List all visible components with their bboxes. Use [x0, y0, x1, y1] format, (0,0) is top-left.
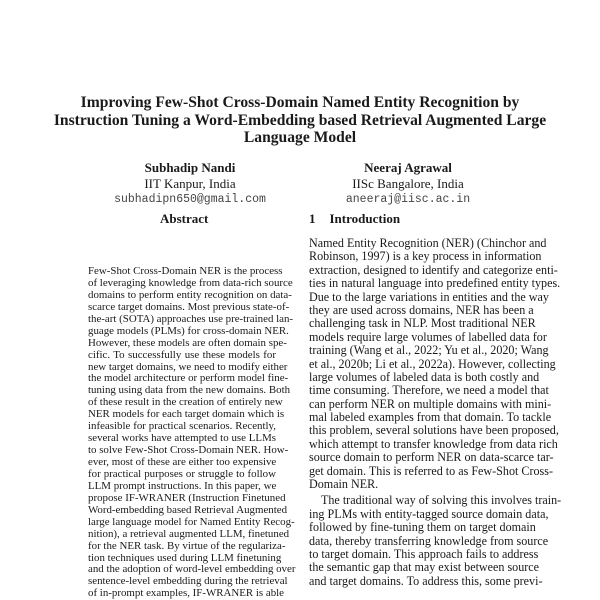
- text-line: ing PLMs with entity-tagged source domain data,: [309, 506, 549, 521]
- text-line: NER models for each target domain which is: [88, 408, 285, 421]
- author-block: [298, 160, 518, 208]
- text-line: tuning using data from the new domains. Both: [88, 384, 291, 397]
- title-line: Improving Few-Shot Cross-Domain Named Entity Recognition by: [80, 94, 520, 111]
- paragraph: [309, 236, 561, 492]
- text-line: for practical purposes or struggle to follow: [88, 467, 276, 480]
- text-line: followed by fine-tuning them on target domain: [309, 520, 536, 535]
- text-line: large language model for Named Entity Recog-: [88, 515, 295, 528]
- text-line: time consuming. Therefore, we need a model that: [309, 383, 549, 398]
- text-line: extraction, designed to identify and categorize enti-: [309, 262, 558, 277]
- text-line: large volumes of labeled data is both costly and: [309, 369, 540, 384]
- text-line: to target domain. This approach fails to address: [309, 546, 539, 561]
- text-line: domains to perform entity recognition on data-: [88, 288, 292, 301]
- text-line: scarce target domains. Most previous state-of-: [88, 300, 290, 313]
- text-line: tion techniques used during LLM finetuning: [88, 551, 282, 564]
- text-line: mal labeled examples from that domain. To tackle: [309, 410, 552, 425]
- text-line: training (Wang et al., 2022; Yu et al., 2020; Wang: [309, 343, 549, 358]
- text-line: Robinson, 1997) is a key process in information: [309, 249, 542, 264]
- text-line: The traditional way of solving this involves train-: [321, 493, 562, 508]
- text-line: models require large volumes of labelled data for: [309, 329, 547, 344]
- text-line: new target domains, we need to modify either: [88, 360, 288, 373]
- text-line: nition), a retrieval augmented LLM, finetuned: [88, 527, 290, 540]
- text-line: several works have attempted to use LLMs: [88, 432, 276, 445]
- text-line: the model architecture or perform model fine-: [88, 372, 289, 385]
- text-line: cific. To successfully use these models for: [88, 348, 276, 361]
- text-line: sentence-level embedding during the retrieval: [88, 575, 288, 588]
- section-number: 1: [309, 211, 316, 226]
- text-line: data, thereby transferring knowledge from source: [309, 533, 549, 548]
- text-line: can perform NER on multiple domains with mini-: [309, 396, 552, 411]
- author-affiliation: IIT Kanpur, India: [144, 176, 236, 191]
- text-line: and target domains. To address this, some previ-: [309, 573, 543, 588]
- text-line: et al., 2020b; Li et al., 2022a). However, collecting: [309, 356, 556, 371]
- title-line: Instruction Tuning a Word-Embedding based Retrieval Augmented Large: [53, 111, 547, 129]
- text-line: Named Entity Recognition (NER) (Chinchor and: [309, 236, 547, 250]
- paper-title: [40, 94, 560, 147]
- text-line: get domain. This is referred to as Few-Shot Cross-: [309, 463, 553, 478]
- text-line: source domain to perform NER on data-scarce tar-: [309, 450, 554, 465]
- introduction-body: [309, 236, 562, 591]
- text-line: Word-embedding based Retrieval Augmented: [88, 503, 288, 516]
- text-line: Few-Shot Cross-Domain NER is the process: [88, 265, 283, 277]
- paragraph: [88, 265, 296, 600]
- text-line: of leveraging knowledge from data-rich source: [88, 276, 293, 289]
- text-line: challenging task in NLP. Most traditional NER: [309, 316, 536, 331]
- text-line: they are used across domains, NER has been a: [309, 302, 534, 317]
- text-line: to solve Few-Shot Cross-Domain NER. How-: [88, 444, 289, 457]
- text-line: this problem, several solutions have been proposed,: [309, 423, 559, 438]
- text-line: Domain NER.: [309, 477, 379, 492]
- text-line: which attempt to transfer knowledge from data rich: [309, 436, 558, 451]
- author-name: Neeraj Agrawal: [364, 160, 452, 175]
- author-email: subhadipn650@gmail.com: [114, 193, 266, 206]
- paragraph: [309, 493, 562, 588]
- text-line: guage models (PLMs) for cross-domain NER.: [88, 324, 289, 337]
- text-line: of in-prompt examples, IF-WRANER is able: [88, 587, 284, 600]
- text-line: for the NER task. By virtue of the regulariza-: [88, 539, 286, 552]
- text-line: propose IF-WRANER (Instruction Finetuned: [88, 491, 286, 504]
- text-line: of these result in the creation of entirely new: [88, 396, 283, 409]
- abstract-body: [88, 265, 296, 600]
- section-title: Introduction: [329, 211, 401, 226]
- text-line: and the adoption of word-level embedding over: [88, 563, 296, 576]
- author-name: Subhadip Nandi: [144, 160, 236, 175]
- text-line: infeasible for practical scenarios. Recently,: [88, 420, 276, 433]
- text-line: However, these models are often domain spe-: [88, 336, 287, 349]
- abstract-heading: Abstract: [160, 211, 209, 226]
- introduction-heading: [309, 211, 400, 227]
- author-email: aneeraj@iisc.ac.in: [345, 193, 471, 206]
- title-line: Language Model: [243, 129, 357, 146]
- text-line: the semantic gap that may exist between source: [309, 560, 540, 575]
- text-line: LLM prompt instructions. In this paper, we: [88, 479, 277, 492]
- text-line: Due to the large variations in entities and the way: [309, 289, 549, 304]
- text-line: the-art (SOTA) approaches use pre-trained lan-: [88, 312, 294, 325]
- author-block: [80, 160, 300, 208]
- text-line: ties in natural language into predefined entity types.: [309, 276, 561, 291]
- text-line: ever, most of these are either too expensive: [88, 456, 277, 468]
- author-affiliation: IISc Bangalore, India: [352, 176, 464, 191]
